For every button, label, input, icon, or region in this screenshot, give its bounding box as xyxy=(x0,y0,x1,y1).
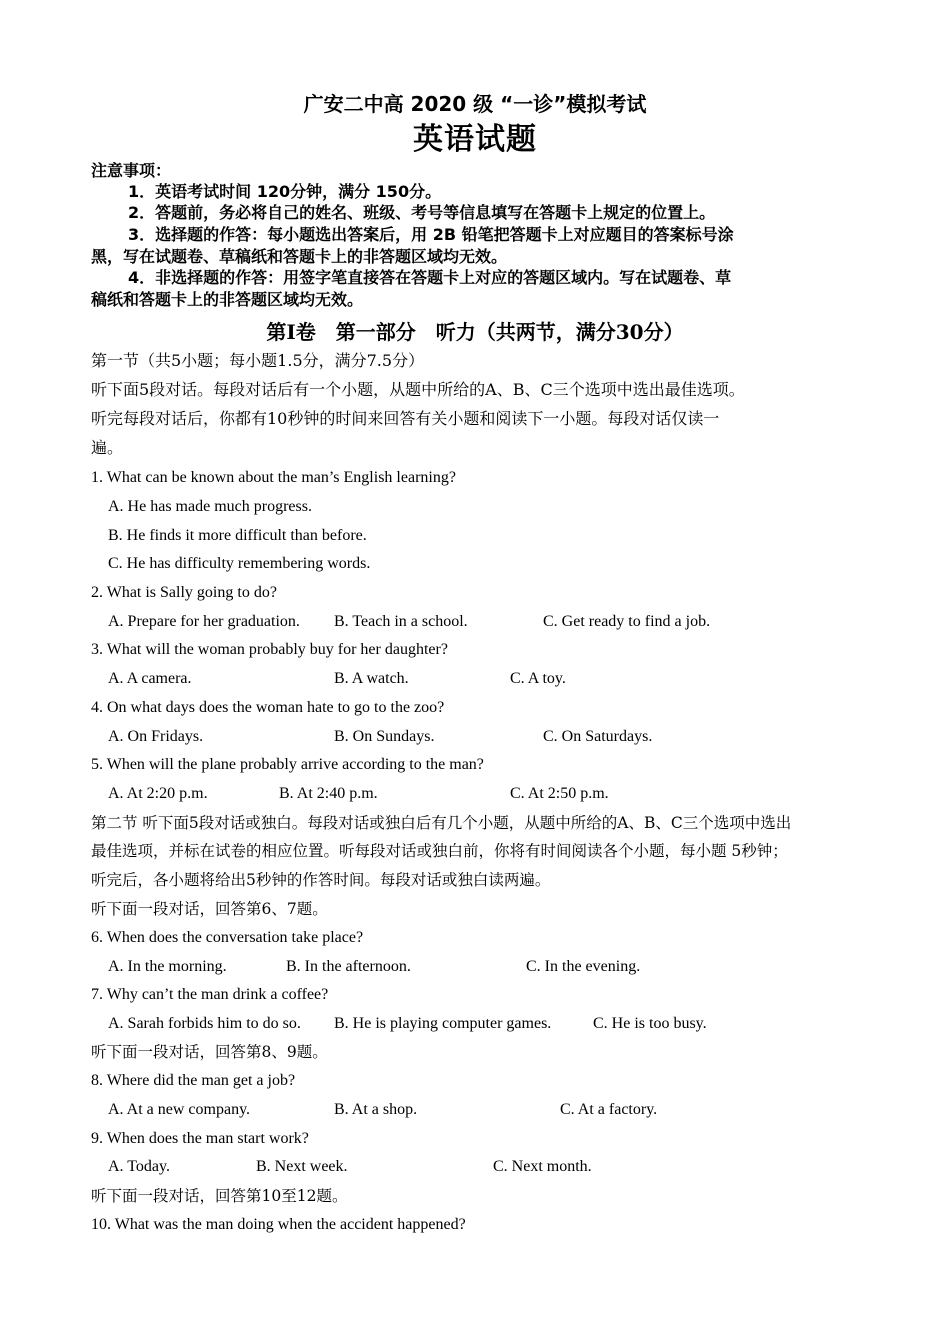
question-2-option-a: A. Prepare for her graduation. xyxy=(108,613,300,630)
question-9-option-b: B. Next week. xyxy=(256,1158,348,1175)
question-1-option-b: B. He finds it more difficult than before. xyxy=(108,527,367,544)
note-item-1: 1．英语考试时间 120分钟，满分 150分。 xyxy=(128,182,442,201)
part2-instructions-line3: 听完后，各小题将给出5秒钟的作答时间。每段对话或独白读两遍。 xyxy=(91,871,551,889)
part2-instructions-line1: 第二节 听下面5段对话或独白。每段对话或独白后有几个小题，从题中所给的A、B、C三个选项中选出 xyxy=(91,814,792,832)
note-item-4-line1: 4．非选择题的作答：用签字笔直接答在答题卡上对应的答题区域内。写在试题卷、草 xyxy=(128,268,732,287)
exam-title: 广安二中高 2020 级 “一诊”模拟考试 xyxy=(303,92,647,116)
question-3-option-a: A. A camera. xyxy=(108,670,192,687)
question-7-option-b: B. He is playing computer games. xyxy=(334,1015,552,1032)
question-6-option-c: C. In the evening. xyxy=(526,958,641,975)
question-8-option-c: C. At a factory. xyxy=(560,1101,658,1118)
question-5-option-a: A. At 2:20 p.m. xyxy=(108,785,208,802)
question-4-option-a: A. On Fridays. xyxy=(108,728,204,745)
note-item-4-line2: 稿纸和答题卡上的非答题区域均无效。 xyxy=(91,290,364,309)
part1-heading: 第一节（共5小题；每小题1.5分，满分7.5分） xyxy=(91,351,425,370)
dialog-6-7-intro: 听下面一段对话，回答第6、7题。 xyxy=(91,900,328,918)
note-item-2: 2．答题前，务必将自己的姓名、班级、考号等信息填写在答题卡上规定的位置上。 xyxy=(128,203,716,222)
question-3-option-b: B. A watch. xyxy=(334,670,409,687)
question-5-option-b: B. At 2:40 p.m. xyxy=(279,785,378,802)
dialog-10-12-intro: 听下面一段对话，回答第10至12题。 xyxy=(91,1187,348,1205)
question-1-option-c: C. He has difficulty remembering words. xyxy=(108,555,371,572)
question-6-option-b: B. In the afternoon. xyxy=(286,958,411,975)
question-8-option-b: B. At a shop. xyxy=(334,1101,418,1118)
question-6-stem: 6. When does the conversation take place? xyxy=(91,929,364,946)
section-title: 第Ⅰ卷 第一部分 听力（共两节，满分30分） xyxy=(266,320,684,344)
question-10-stem: 10. What was the man doing when the accident happened? xyxy=(91,1216,466,1233)
question-8-stem: 8. Where did the man get a job? xyxy=(91,1072,296,1089)
part2-instructions-line2: 最佳选项，并标在试卷的相应位置。听每段对话或独白前，你将有时间阅读各个小题，每小题 5秒钟； xyxy=(91,842,788,860)
question-6-option-a: A. In the morning. xyxy=(108,958,227,975)
question-1-option-a: A. He has made much progress. xyxy=(108,498,312,515)
note-item-3-line2: 黑，写在试题卷、草稿纸和答题卡上的非答题区域均无效。 xyxy=(91,247,508,266)
question-7-stem: 7. Why can’t the man drink a coffee? xyxy=(91,986,329,1003)
question-7-option-c: C. He is too busy. xyxy=(593,1015,707,1032)
question-4-option-b: B. On Sundays. xyxy=(334,728,435,745)
question-9-option-a: A. Today. xyxy=(108,1158,170,1175)
part1-instructions-line2: 听完每段对话后，你都有10秒钟的时间来回答有关小题和阅读下一小题。每段对话仅读一 xyxy=(91,409,720,428)
question-4-option-c: C. On Saturdays. xyxy=(543,728,653,745)
dialog-8-9-intro: 听下面一段对话，回答第8、9题。 xyxy=(91,1043,328,1061)
part1-instructions-line1: 听下面5段对话。每段对话后有一个小题，从题中所给的A、B、C三个选项中选出最佳选项。 xyxy=(91,380,745,399)
question-2-stem: 2. What is Sally going to do? xyxy=(91,584,277,601)
question-2-option-b: B. Teach in a school. xyxy=(334,613,468,630)
question-3-stem: 3. What will the woman probably buy for her daughter? xyxy=(91,641,448,658)
question-8-option-a: A. At a new company. xyxy=(108,1101,251,1118)
notes-heading: 注意事项： xyxy=(91,161,172,180)
question-1-stem: 1. What can be known about the man’s English learning? xyxy=(91,469,456,486)
question-5-stem: 5. When will the plane probably arrive according to the man? xyxy=(91,756,484,773)
question-5-option-c: C. At 2:50 p.m. xyxy=(510,785,609,802)
question-4-stem: 4. On what days does the woman hate to go to the zoo? xyxy=(91,699,445,716)
question-9-option-c: C. Next month. xyxy=(493,1158,592,1175)
subject-title: 英语试题 xyxy=(413,122,537,157)
part1-instructions-line3: 遍。 xyxy=(91,438,124,457)
note-item-3-line1: 3．选择题的作答：每小题选出答案后，用 2B 铅笔把答题卡上对应题目的答案标号涂 xyxy=(128,225,734,244)
question-3-option-c: C. A toy. xyxy=(510,670,566,687)
question-2-option-c: C. Get ready to find a job. xyxy=(543,613,711,630)
question-9-stem: 9. When does the man start work? xyxy=(91,1130,309,1147)
question-7-option-a: A. Sarah forbids him to do so. xyxy=(108,1015,301,1032)
